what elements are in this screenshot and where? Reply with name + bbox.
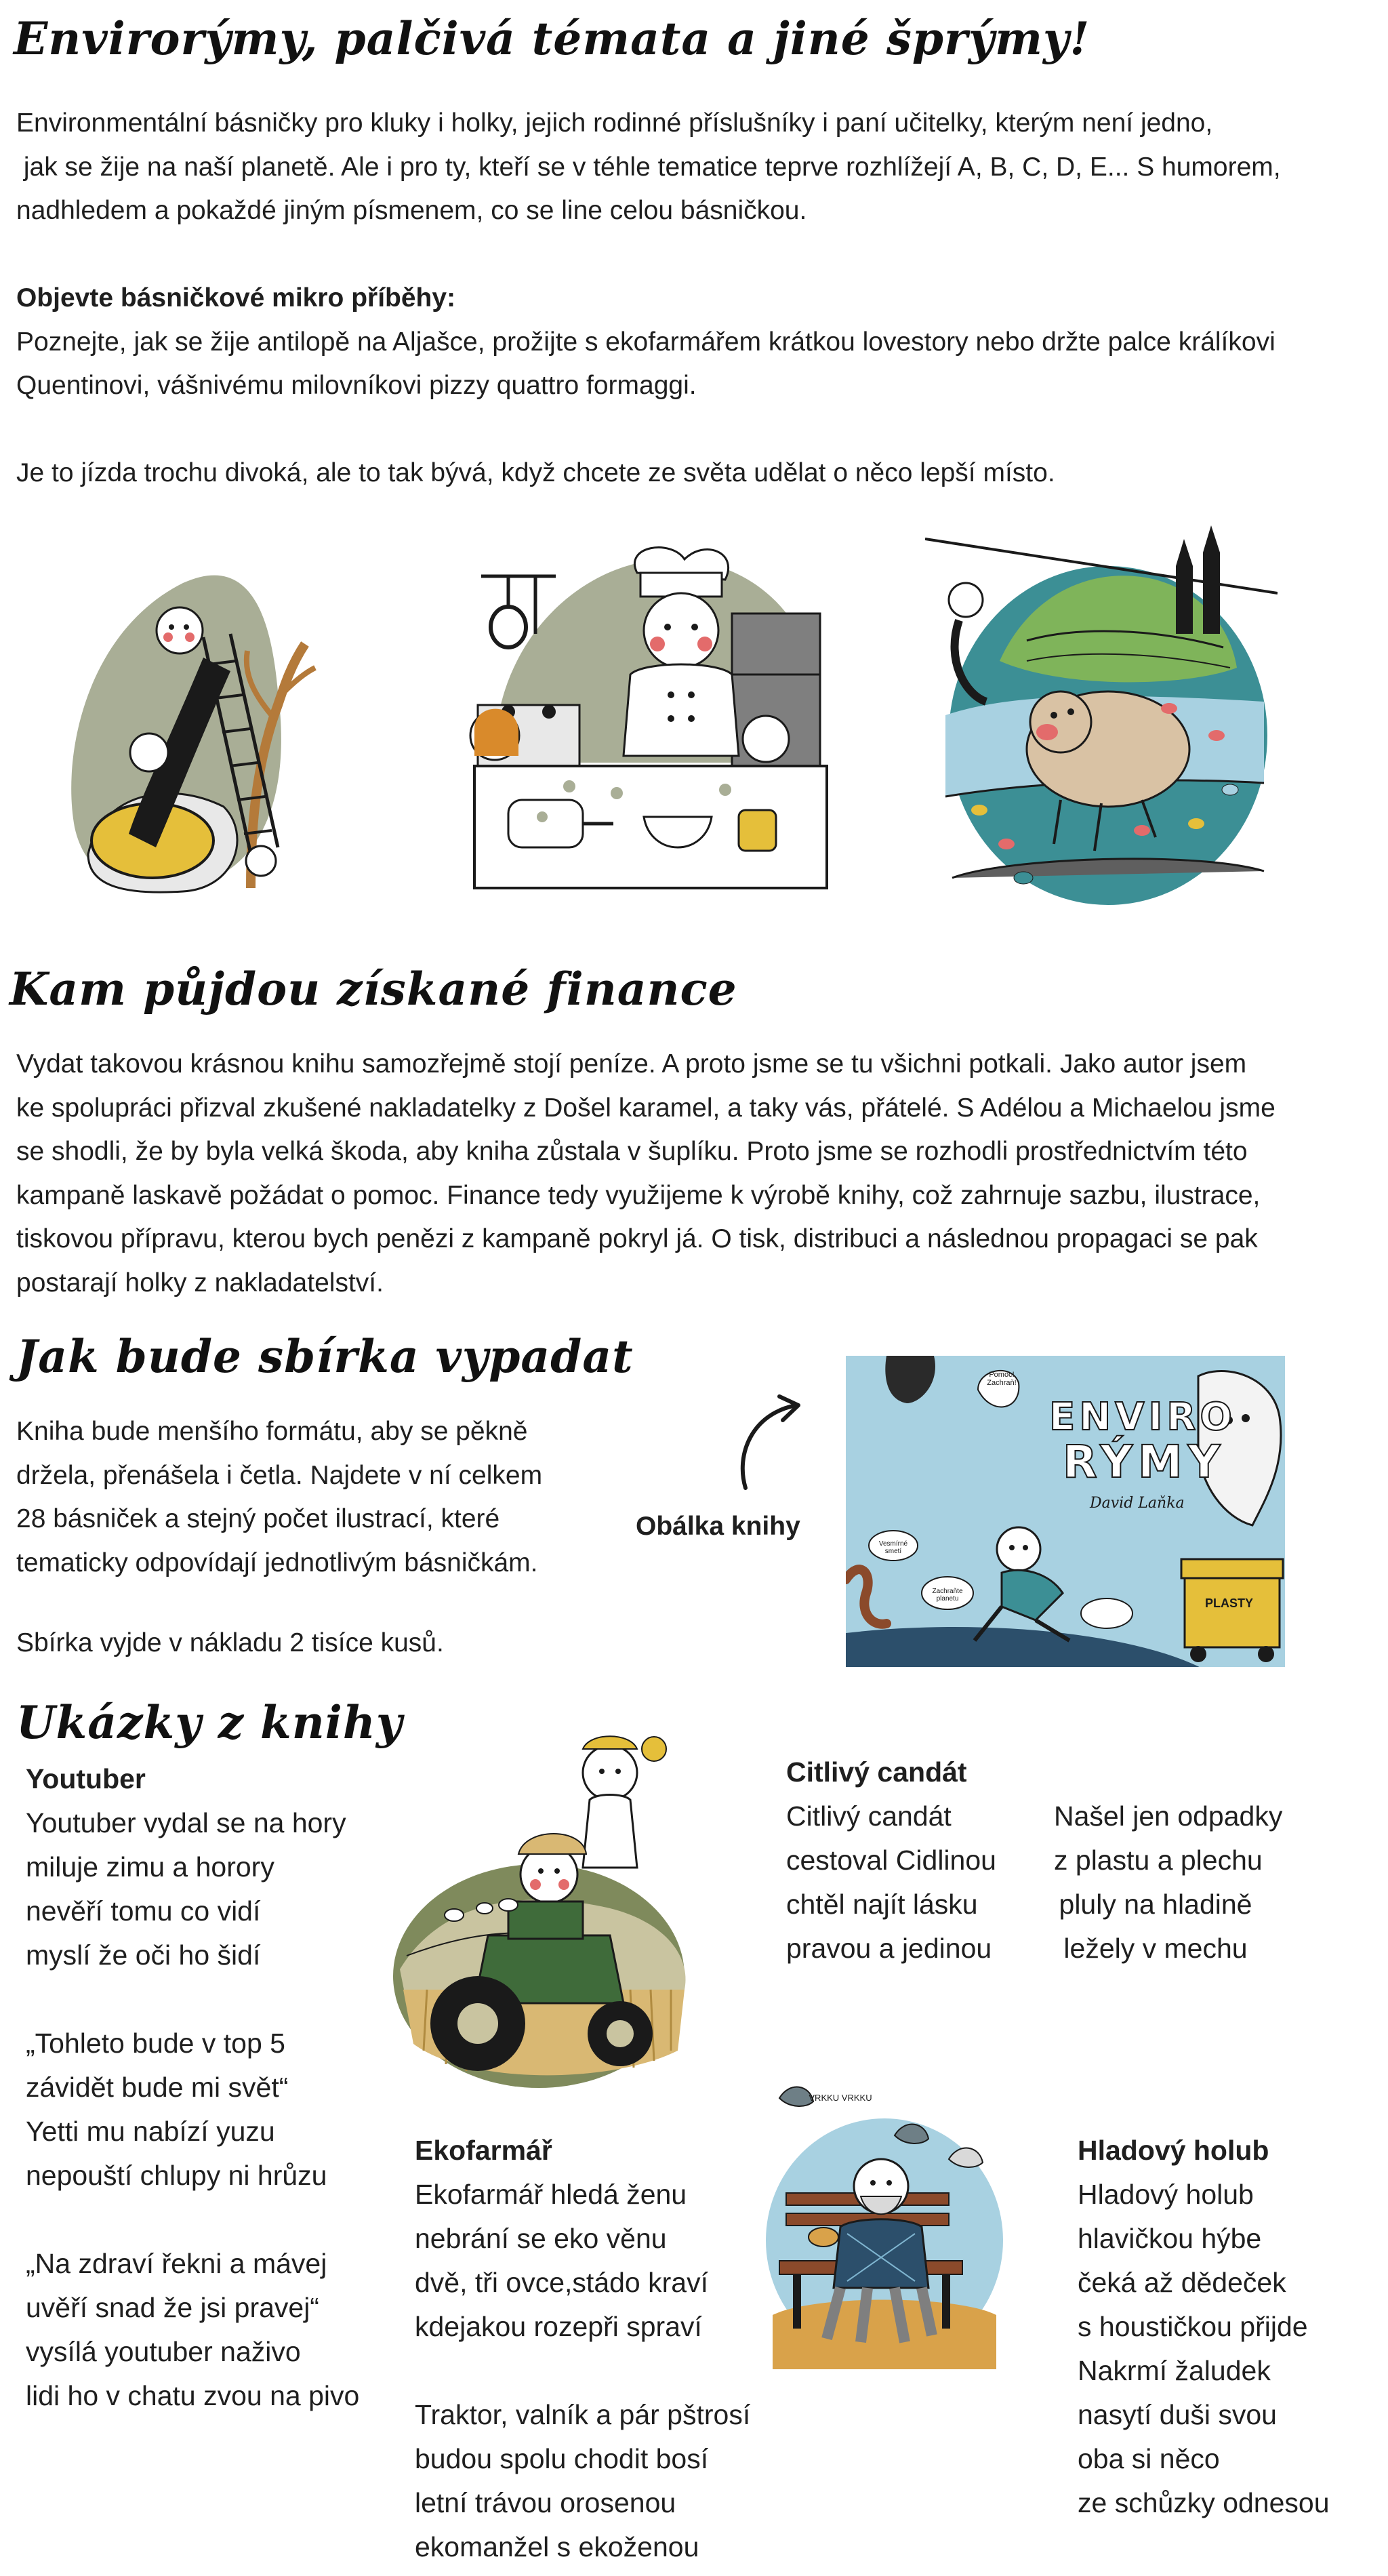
finance-heading: Kam půjdou získané finance [9, 963, 737, 1015]
cover-bubble-1: Pomoc! Zachraň! [987, 1371, 1017, 1387]
finance-line: Vydat takovou krásnou knihu samozřejmě stojí peníze. A proto jsme se tu všichni potkali. Jako autor jsem [16, 1049, 1247, 1079]
intro-line: Environmentální básničky pro kluky i holky, jejich rodinné příslušníky i paní učitelky, kterým není jedno, [16, 108, 1213, 138]
poem-line: „Tohleto bude v top 5 [26, 2028, 285, 2059]
poem-line: nepouští chlupy ni hrůzu [26, 2160, 327, 2191]
poem-line: dvě, tři ovce,stádo kraví [415, 2267, 708, 2298]
poem-line: nebrání se eko věnu [415, 2223, 667, 2254]
poem-line: závidět bude mi svět“ [26, 2072, 289, 2103]
poem-citlivy-candat [786, 1750, 996, 1971]
intro-line: nadhledem a pokaždé jiným písmenem, co se line celou básničkou. [16, 196, 807, 225]
finance-line: tiskovou přípravu, kterou bych penězi z kampaně pokryl já. O tisk, distribuci a následnou propagaci se pak [16, 1224, 1258, 1253]
poem-line: nevěří tomu co vidí [26, 1895, 261, 1927]
cover-bubble-3: Zachraňte planetu [932, 1588, 963, 1603]
cover-title-line1: ENVIRO [1049, 1395, 1237, 1439]
holub-bubble: VRKKU VRKKU [809, 2093, 872, 2103]
illustration-chef-kitchen [468, 532, 834, 898]
poem-line: Yetti mu nabízí yuzu [26, 2116, 275, 2147]
micro-paragraph [16, 277, 1275, 408]
finance-line: ke spolupráci přizval zkušené nakladatelky z Došel karamel, a taky vás, přátelé. S Adélou a Michaelou jsme [16, 1093, 1275, 1123]
poem-line: z plastu a plechu [1054, 1845, 1263, 1876]
poem-line: ekomanžel s ekoženou [415, 2531, 699, 2562]
finance-line: se shodli, že by byla velká škoda, aby kniha zůstala v šuplíku. Proto jsme se rozhodli prostřednictvím této [16, 1137, 1248, 1166]
poem-line: čeká až dědeček [1078, 2267, 1286, 2298]
intro-closing: Je to jízda trochu divoká, ale to tak bývá, když chcete ze světa udělat o něco lepší místo. [16, 458, 1055, 487]
finance-line: kampaně laskavě požádat o pomoc. Finance tedy využijeme k výrobě knihy, což zahrnuje sazbu, ilustrace, [16, 1180, 1261, 1210]
samples-heading: Ukázky z knihy [16, 1696, 403, 1749]
poem-youtuber [26, 1757, 359, 2418]
poem-line: miluje zimu a horory [26, 1851, 274, 1883]
curved-arrow-icon [732, 1393, 807, 1495]
cover-label: Obálka knihy [636, 1512, 800, 1541]
illustration-globe-lemur [925, 525, 1278, 912]
poem-title: Youtuber [26, 1763, 146, 1794]
poem-line: kdejakou rozepři spraví [415, 2311, 702, 2342]
poem-line: pravou a jedinou [786, 1933, 992, 1964]
poem-line: cestoval Cidlinou [786, 1845, 996, 1876]
micro-line: Quentinovi, vášnivému milovníkovi pizzy quattro formaggi. [16, 371, 697, 400]
poem-title: Hladový holub [1078, 2135, 1269, 2166]
poem-line: chtěl najít lásku [786, 1889, 978, 1920]
poem-title: Ekofarmář [415, 2135, 552, 2166]
poem-ekofarmar [415, 2129, 750, 2569]
finance-line: postarají holky z nakladatelství. [16, 1268, 384, 1297]
poem-line: hlavičkou hýbe [1078, 2223, 1262, 2254]
poem-line: vysílá youtuber naživo [26, 2336, 301, 2367]
poem-line: letní trávou orosenou [415, 2487, 676, 2518]
poem-line: Nakrmí žaludek [1078, 2355, 1271, 2386]
intro-line: jak se žije na naší planetě. Ale i pro ty, kteří se v téhle tematice teprve rozhlížejí A, B, C, D, E... S humorem, [16, 152, 1281, 182]
poem-line: „Na zdraví řekni a mávej [26, 2248, 327, 2279]
cover-author: David Laňka [1090, 1495, 1185, 1512]
poem-citlivy-candat-col2 [1054, 1794, 1283, 1971]
micro-line: Poznejte, jak se žije antilopě na Aljašce, prožijte s ekofarmářem krátkou lovestory nebo držte palce králíkovi [16, 327, 1275, 357]
poem-line: Ekofarmář hledá ženu [415, 2179, 687, 2210]
finance-paragraph [16, 1043, 1275, 1305]
cover-title-line2: RÝMY [1063, 1436, 1226, 1488]
poem-line: Youtuber vydal se na hory [26, 1807, 346, 1838]
illustration-ladder-tree [47, 536, 319, 902]
poem-line: budou spolu chodit bosí [415, 2443, 709, 2474]
look-line: Kniha bude menšího formátu, aby se pěkně [16, 1417, 528, 1446]
poem-line: lidi ho v chatu zvou na pivo [26, 2380, 360, 2411]
poem-line: ležely v mechu [1063, 1933, 1248, 1964]
poem-line: nasytí duši svou [1078, 2399, 1277, 2430]
illustration-ekofarmar-tractor [386, 1732, 705, 2098]
poem-title: Citlivý candát [786, 1756, 967, 1788]
look-edition: Sbírka vyjde v nákladu 2 tisíce kusů. [16, 1628, 444, 1657]
poem-line: ze schůzky odnesou [1078, 2487, 1330, 2518]
poem-line: Našel jen odpadky [1054, 1800, 1283, 1832]
illustration-hladovy-holub [759, 2071, 1010, 2369]
poem-line: pluly na hladině [1059, 1889, 1252, 1920]
intro-paragraph [16, 102, 1281, 233]
look-heading: Jak bude sbírka vypadat [16, 1330, 634, 1383]
poem-line: uvěří snad že jsi pravej“ [26, 2292, 319, 2323]
poem-line: Hladový holub [1078, 2179, 1254, 2210]
poem-line: Traktor, valník a pár pštrosí [415, 2399, 751, 2430]
intro-heading: Envirorýmy, palčivá témata a jiné šprýmy! [14, 12, 1090, 65]
poem-line: oba si něco [1078, 2443, 1220, 2474]
cover-bubble-2: Vesmírné smetí [878, 1540, 908, 1555]
micro-heading: Objevte básničkové mikro příběhy: [16, 283, 456, 313]
poem-line: myslí že oči ho šidí [26, 1939, 261, 1971]
poem-hladovy-holub [1078, 2129, 1330, 2525]
cover-bin-label: PLASTY [1205, 1596, 1254, 1610]
poem-line: Citlivý candát [786, 1800, 952, 1832]
look-line: držela, přenášela i četla. Najdete v ní celkem [16, 1460, 543, 1490]
look-line: tematicky odpovídají jednotlivým básničkám. [16, 1548, 538, 1577]
poem-line: s houstičkou přijde [1078, 2311, 1308, 2342]
look-paragraph [16, 1410, 542, 1585]
book-cover [846, 1356, 1285, 1667]
look-line: 28 básniček a stejný počet ilustrací, které [16, 1504, 500, 1533]
